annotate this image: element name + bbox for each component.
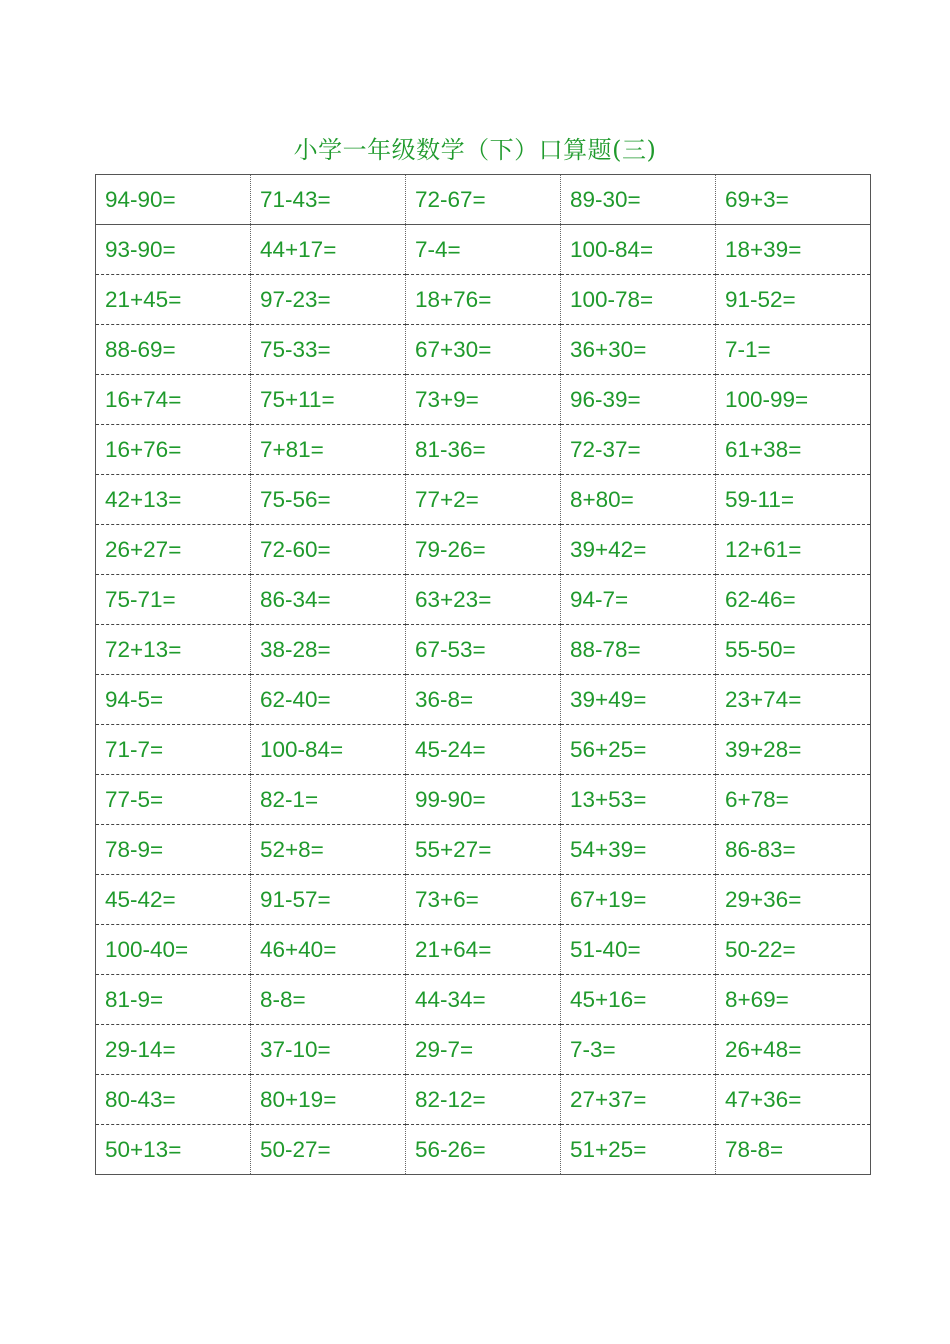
problem-row (96, 175, 871, 225)
problem-cell: 88-78= (561, 625, 716, 675)
problem-cell: 7-4= (406, 225, 561, 275)
problem-cell: 89-30= (561, 175, 716, 225)
problem-row (96, 575, 871, 625)
problem-cell: 36+30= (561, 325, 716, 375)
problem-cell: 59-11= (716, 475, 871, 525)
problem-table-body (96, 175, 871, 1175)
problem-cell: 7-3= (561, 1025, 716, 1075)
problem-cell: 46+40= (251, 925, 406, 975)
problem-cell: 73+9= (406, 375, 561, 425)
problem-cell: 36-8= (406, 675, 561, 725)
problem-cell: 29-7= (406, 1025, 561, 1075)
problem-cell: 13+53= (561, 775, 716, 825)
problem-cell: 77-5= (96, 775, 251, 825)
problem-row (96, 225, 871, 275)
problem-cell: 100-84= (251, 725, 406, 775)
problem-cell: 82-12= (406, 1075, 561, 1125)
problem-cell: 56+25= (561, 725, 716, 775)
problem-cell: 26+48= (716, 1025, 871, 1075)
problem-cell: 47+36= (716, 1075, 871, 1125)
problem-cell: 94-90= (96, 175, 251, 225)
problem-cell: 62-46= (716, 575, 871, 625)
problem-cell: 6+78= (716, 775, 871, 825)
problem-cell: 67+19= (561, 875, 716, 925)
problem-cell: 45+16= (561, 975, 716, 1025)
problem-cell: 52+8= (251, 825, 406, 875)
problem-row (96, 1075, 871, 1125)
problem-cell: 78-8= (716, 1125, 871, 1175)
problem-cell: 37-10= (251, 1025, 406, 1075)
problem-cell: 8+69= (716, 975, 871, 1025)
problem-row (96, 825, 871, 875)
problem-cell: 88-69= (96, 325, 251, 375)
problem-cell: 42+13= (96, 475, 251, 525)
problem-cell: 93-90= (96, 225, 251, 275)
problem-cell: 8+80= (561, 475, 716, 525)
problem-cell: 50-27= (251, 1125, 406, 1175)
problem-row (96, 925, 871, 975)
problem-cell: 7-1= (716, 325, 871, 375)
problem-cell: 16+74= (96, 375, 251, 425)
problem-cell: 71-43= (251, 175, 406, 225)
problem-cell: 26+27= (96, 525, 251, 575)
problem-cell: 72-67= (406, 175, 561, 225)
problem-cell: 18+39= (716, 225, 871, 275)
problem-cell: 16+76= (96, 425, 251, 475)
problem-cell: 27+37= (561, 1075, 716, 1125)
problem-cell: 29+36= (716, 875, 871, 925)
problem-row (96, 975, 871, 1025)
problem-cell: 63+23= (406, 575, 561, 625)
problem-cell: 45-42= (96, 875, 251, 925)
problem-cell: 100-99= (716, 375, 871, 425)
problem-cell: 72-60= (251, 525, 406, 575)
problem-cell: 62-40= (251, 675, 406, 725)
problem-cell: 75-56= (251, 475, 406, 525)
problem-cell: 97-23= (251, 275, 406, 325)
problem-cell: 51-40= (561, 925, 716, 975)
problem-cell: 69+3= (716, 175, 871, 225)
problem-cell: 21+64= (406, 925, 561, 975)
problem-cell: 75-33= (251, 325, 406, 375)
problem-cell: 7+81= (251, 425, 406, 475)
problem-cell: 18+76= (406, 275, 561, 325)
problem-cell: 50-22= (716, 925, 871, 975)
problem-row (96, 525, 871, 575)
problem-cell: 75-71= (96, 575, 251, 625)
problem-cell: 82-1= (251, 775, 406, 825)
problem-row (96, 375, 871, 425)
problem-cell: 39+49= (561, 675, 716, 725)
problem-cell: 44-34= (406, 975, 561, 1025)
problem-row (96, 725, 871, 775)
problem-cell: 56-26= (406, 1125, 561, 1175)
problem-row (96, 325, 871, 375)
problem-row (96, 1025, 871, 1075)
problem-cell: 38-28= (251, 625, 406, 675)
problem-cell: 75+11= (251, 375, 406, 425)
problem-cell: 100-40= (96, 925, 251, 975)
problem-row (96, 275, 871, 325)
problem-cell: 78-9= (96, 825, 251, 875)
problem-cell: 67+30= (406, 325, 561, 375)
problem-cell: 23+74= (716, 675, 871, 725)
problem-cell: 94-5= (96, 675, 251, 725)
problem-cell: 99-90= (406, 775, 561, 825)
problem-cell: 72-37= (561, 425, 716, 475)
problem-row (96, 475, 871, 525)
problem-cell: 12+61= (716, 525, 871, 575)
problem-cell: 96-39= (561, 375, 716, 425)
problem-cell: 72+13= (96, 625, 251, 675)
problem-cell: 91-57= (251, 875, 406, 925)
problem-cell: 91-52= (716, 275, 871, 325)
problem-cell: 80-43= (96, 1075, 251, 1125)
problem-cell: 54+39= (561, 825, 716, 875)
problem-row (96, 775, 871, 825)
problem-cell: 39+28= (716, 725, 871, 775)
problem-cell: 21+45= (96, 275, 251, 325)
problem-cell: 79-26= (406, 525, 561, 575)
problem-cell: 39+42= (561, 525, 716, 575)
worksheet-title: 小学一年级数学（下）口算题(三) (293, 136, 657, 164)
problem-cell: 73+6= (406, 875, 561, 925)
problem-cell: 55-50= (716, 625, 871, 675)
problem-cell: 100-78= (561, 275, 716, 325)
problem-cell: 94-7= (561, 575, 716, 625)
problem-row (96, 875, 871, 925)
problem-cell: 8-8= (251, 975, 406, 1025)
problem-cell: 86-83= (716, 825, 871, 875)
problem-cell: 50+13= (96, 1125, 251, 1175)
problem-cell: 61+38= (716, 425, 871, 475)
arithmetic-problem-table (95, 174, 871, 1175)
problem-cell: 44+17= (251, 225, 406, 275)
problem-cell: 29-14= (96, 1025, 251, 1075)
problem-row (96, 425, 871, 475)
problem-cell: 55+27= (406, 825, 561, 875)
problem-cell: 67-53= (406, 625, 561, 675)
problem-cell: 81-36= (406, 425, 561, 475)
problem-cell: 77+2= (406, 475, 561, 525)
problem-row (96, 675, 871, 725)
problem-cell: 45-24= (406, 725, 561, 775)
problem-cell: 71-7= (96, 725, 251, 775)
problem-cell: 51+25= (561, 1125, 716, 1175)
problem-cell: 100-84= (561, 225, 716, 275)
problem-cell: 80+19= (251, 1075, 406, 1125)
problem-row (96, 625, 871, 675)
problem-cell: 86-34= (251, 575, 406, 625)
problem-row (96, 1125, 871, 1175)
problem-cell: 81-9= (96, 975, 251, 1025)
